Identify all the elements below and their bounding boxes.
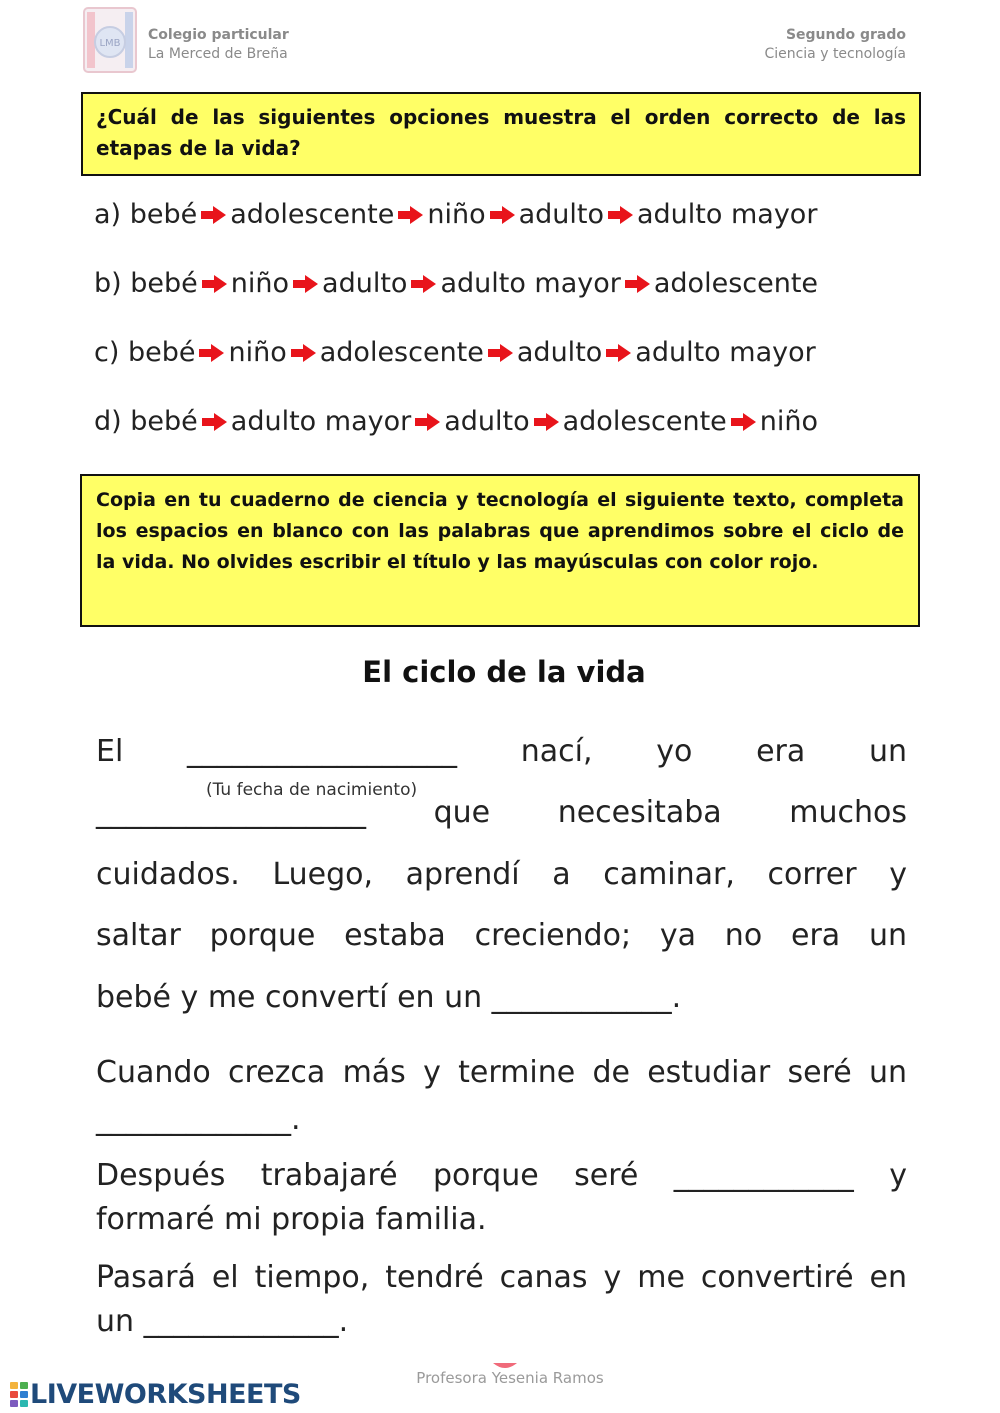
story-line: _____________.: [96, 1102, 301, 1137]
svg-text:LMB: LMB: [99, 38, 121, 49]
option-c[interactable]: [94, 337, 816, 368]
stage-label: niño: [228, 337, 287, 368]
stage-label: niño: [427, 199, 486, 230]
right-arrow-icon: [291, 269, 320, 287]
school-logo: [82, 6, 138, 74]
right-arrow-icon: [289, 338, 318, 356]
story-title: El ciclo de la vida: [362, 655, 646, 689]
stage-label: adulto mayor: [635, 337, 816, 368]
option-letter: a): [94, 199, 122, 230]
subject-label: Ciencia y tecnología: [764, 46, 906, 62]
story-line: saltar porque estaba creciendo; ya no era un: [96, 918, 907, 953]
story-line: __________________ que necesitaba muchos: [96, 795, 907, 830]
option-letter: d): [94, 406, 122, 437]
liveworksheets-logo[interactable]: [9, 1378, 301, 1410]
stage-label: adulto: [322, 268, 408, 299]
right-arrow-icon: [197, 338, 226, 356]
story-line: Después trabajaré porque seré ____________ y: [96, 1158, 907, 1193]
decorative-mark: [492, 1356, 518, 1364]
right-arrow-icon: [200, 269, 229, 287]
instruction-text: Copia en tu cuaderno de ciencia y tecnología el siguiente texto, completa los espacios en blanco con las palabras que aprendimos sobre el ciclo de la vida. No olvides escribir el título y las mayúsculas con color rojo.: [96, 489, 904, 573]
author-credit: Profesora Yesenia Ramos: [416, 1369, 604, 1387]
story-line: formaré mi propia familia.: [96, 1202, 487, 1237]
right-arrow-icon: [729, 407, 758, 425]
stage-label: adulto mayor: [230, 406, 412, 437]
stage-label: adolescente: [653, 268, 819, 299]
option-a[interactable]: [94, 199, 817, 230]
question-box: [81, 92, 921, 176]
option-letter: c): [94, 337, 120, 368]
right-arrow-icon: [396, 200, 425, 218]
brand-name: LIVEWORKSHEETS: [30, 1378, 301, 1410]
story-line: bebé y me convertí en un ____________.: [96, 980, 682, 1015]
stage-label: bebé: [130, 268, 198, 299]
story-line: El __________________ nací, yo era un: [96, 734, 907, 769]
right-arrow-icon: [413, 407, 442, 425]
story-line: Cuando crezca más y termine de estudiar seré un: [96, 1055, 907, 1090]
right-arrow-icon: [409, 269, 438, 287]
right-arrow-icon: [486, 338, 515, 356]
story-line: cuidados. Luego, aprendí a caminar, correr y: [96, 857, 907, 892]
story-line: Pasará el tiempo, tendré canas y me convertiré en: [96, 1260, 907, 1295]
right-arrow-icon: [532, 407, 561, 425]
grade-label: Segundo grado: [785, 27, 906, 43]
stage-label: adulto: [518, 199, 604, 230]
stage-label: adulto mayor: [637, 199, 818, 230]
stage-label: bebé: [127, 337, 196, 368]
stage-label: adulto mayor: [440, 268, 621, 299]
right-arrow-icon: [488, 200, 517, 218]
right-arrow-icon: [604, 338, 633, 356]
stage-label: adolescente: [319, 337, 484, 368]
school-name: Colegio particular: [148, 27, 289, 43]
stage-label: adolescente: [562, 406, 727, 437]
option-b[interactable]: [94, 268, 818, 299]
stage-label: bebé: [130, 406, 198, 437]
right-arrow-icon: [200, 407, 229, 425]
right-arrow-icon: [199, 200, 228, 218]
stage-label: adulto: [444, 406, 530, 437]
right-arrow-icon: [606, 200, 635, 218]
right-arrow-icon: [623, 269, 652, 287]
instruction-box: [80, 474, 920, 627]
question-text: ¿Cuál de las siguientes opciones muestra el orden correcto de las etapas de la vida?: [96, 105, 906, 160]
stage-label: bebé: [129, 199, 198, 230]
option-letter: b): [94, 268, 122, 299]
birthdate-hint: (Tu fecha de nacimiento): [206, 780, 418, 800]
stage-label: adolescente: [230, 199, 395, 230]
stage-label: niño: [230, 268, 290, 299]
stage-label: adulto: [516, 337, 603, 368]
story-line: un _____________.: [96, 1304, 349, 1339]
liveworksheets-icon: [9, 1380, 29, 1408]
school-subtitle: La Merced de Breña: [148, 46, 288, 62]
stage-label: niño: [759, 406, 819, 437]
option-d[interactable]: [94, 406, 818, 437]
